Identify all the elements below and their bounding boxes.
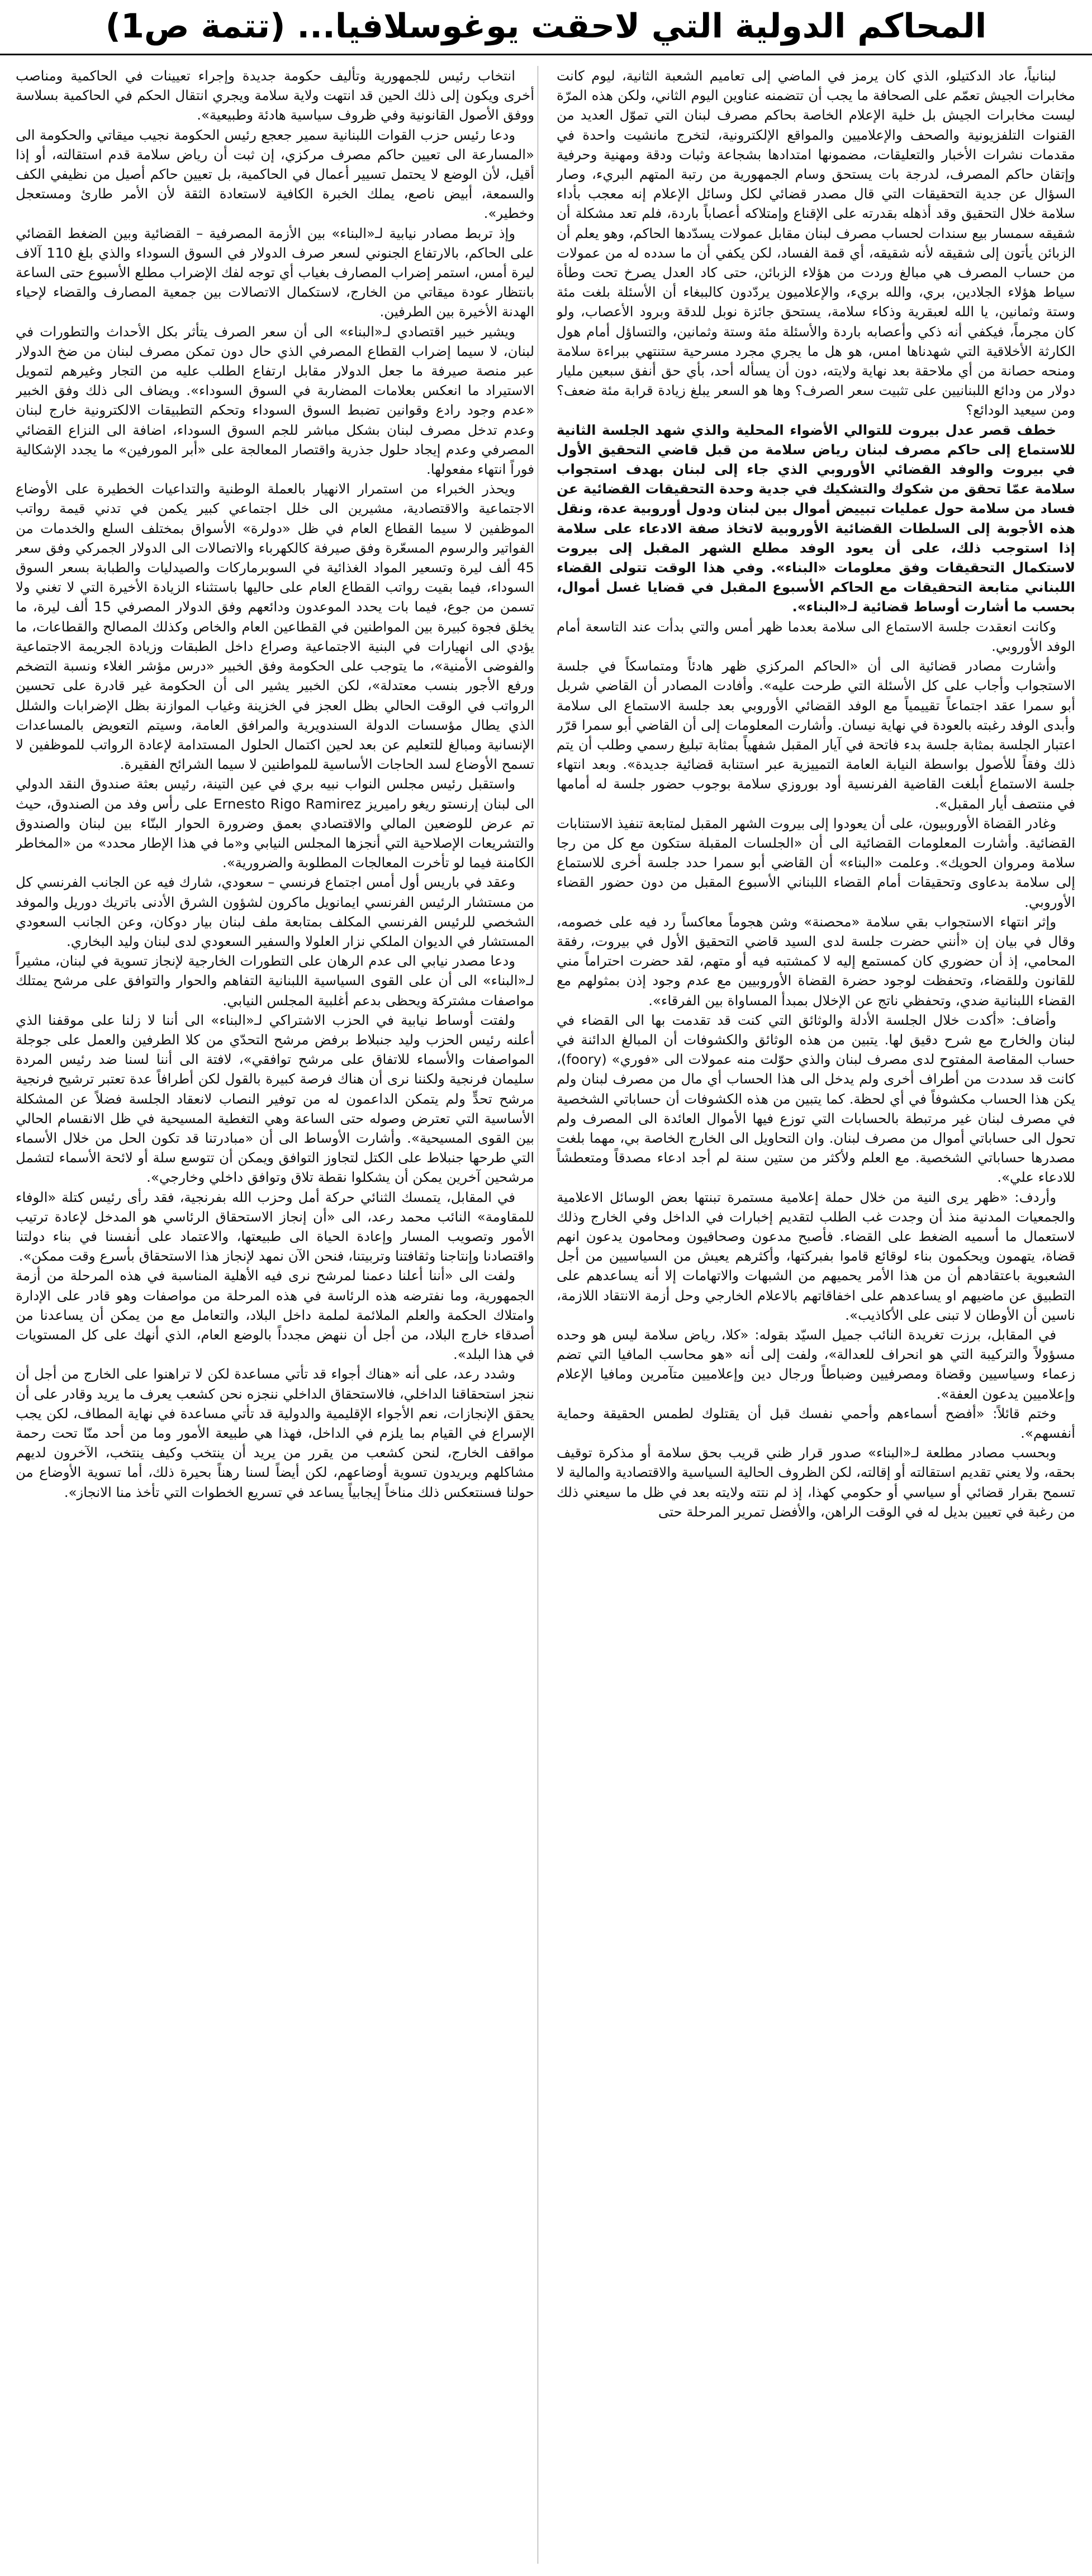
left-paragraph: ويحذر الخبراء من استمرار الانهيار بالعملة الوطنية والتداعيات الخطيرة على الأوضاع الاجتماعية والاقتصادية، مشيرين الى خلل اجتماعي كبير يكمن في تدني قيمة رواتب الموظفين لا سيما القطاع العام في ظل «دولرة» الأسواق بمختلف السلع والخدمات من الفواتير والرسوم المسعّرة وفق صيرفة كالكهرباء والاتصالات الى الدولار الجمركي وفق سعر 45 ألف ليرة وتسعير المواد الغذائية في السوبرماركات والصيدليات والطبابة بسعر السوق السوداء، فيما بقيت رواتب القطاع العام على حاليها باستثناء الزيادة الأخيرة التي لا تغني ولا تسمن من جوع، فيما بات يحدد الموعدون ودائعهم وفق الدولار المصرفي 15 ألف ليرة، ما يخلق فجوة كبيرة بين المواطنين في القطاعين العام والخاص وكذلك المصالح والقطاعات، ما يؤدي الى انهيارات في البنية الاجتماعية وصراع داخل الطبقات وزيادة الجريمة الاجتماعية والفوضى الأمنية»، ما يتوجب على الحكومة وفق الخبير «درس مؤشر الغلاء ونسبة التضخم ورفع الأجور بنسب معتدلة»، لكن الخبير يشير الى أن الحكومة غير قادرة على تحسين الرواتب في الوقت الحالي بظل العجز في الخزينة وغياب الموازنة بظل الإضرابات والشلل الذي يطال مؤسسات الدولة السندويرية والمرافق العامة، وسيتم التعويض بالمساعدات الإنسانية ومبالغ للتعليم عن بعد لحين اكتمال الحلول المستدامة لإعادة الرواتب للموظفين لا تسمح الأوضاع لسد الحاجات الأساسية للمواطنين لا سيما الشرائح الفقيرة. xyxy=(16,481,534,773)
article-column-left xyxy=(16,66,534,2564)
right-paragraph: وأشارت مصادر قضائية الى أن «الحاكم المركزي ظهر هادئاً ومتماسكاً في جلسة الاستجواب وأجاب على كل الأسئلة التي طرحت عليه». وأفادت المصادر أن القاضي شربل أبو سمرا عقد اجتماعاً تقييمياً مع الوفد القضائي الأوروبي بعد جلسة الاستماع الى سلامة وأبدى الوفد رغبته بالعودة في نهاية نيسان. وأشارت المعلومات إلى أن القاضي أبو سمرا قرّر اعتبار الجلسة بمثابة جلسة بدء فاتحة في آيار المقبل شفهياً بمثابة تبليغ رسمي وطلب أن يتم ذلك وفقاً للأصول بواسطة النيابة العامة التمييزية عبر استنابة قضائية جديدة». وبعد انتهاء جلسة الاستماع أبلغت القاضية الفرنسية أود بوروزي سلامة بوجوب حضور جلسة له أمامها في منتصف أيار المقبل». xyxy=(557,658,1075,812)
right-paragraph: وبحسب مصادر مطلعة لـ«البناء» صدور قرار ظني قريب بحق سلامة أو مذكرة توقيف بحقه، ولا يعني تقديم استقالته أو إقالته، لكن الظروف الحالية السياسية والاقتصادية والمالية لا تسمح بقرار قضائي أو سياسي أو حكومي كهذا، إذ لم نتته ولايته بعد في ظل ما سيعني ذلك من رغبة في تعيين بديل له في الوقت الراهن، والأفضل تمرير المرحلة حتى xyxy=(557,1444,1075,1520)
left-paragraph: واستقبل رئيس مجلس النواب نبيه بري في عين التينة، رئيس بعثة صندوق النقد الدولي الى لبنان إرنستو ريغو راميريز Ernesto Rigo Ramirez على رأس وفد من الصندوق، حيث تم عرض للوضعين المالي والاقتصادي بعمق وضرورة الحوار البنّاء بين لبنان والصندوق والتشريعات الإصلاحية التي أنجزها المجلس النيابي و«ما في هذا الإطار محدد» من «المخاطر الكامنة فيما لو تأخرت المعالجات المطلوبة والضرورية». xyxy=(16,776,534,871)
right-paragraph-lead: خطف قصر عدل بيروت للتوالي الأضواء المحلية والذي شهد الجلسة الثانية للاستماع إلى حاكم مصرف لبنان رياض سلامة من قبل قاضي التحقيق الأول في بيروت والوفد القضائي الأوروبي الذي جاء إلى لبنان بهدف استجواب سلامة عمّا تحقق من شكوك والتشكيك في جدية وحدة التحقيقات القضائية عن فساد من سلامة حول عمليات تبييض أموال بين لبنان ودول أوروبية عدة، ونقل هذه الأجوبة إلى السلطات القضائية الأوروبية لاتخاذ صفة الادعاء على سلامة إذا استوجب ذلك، على أن يعود الوفد مطلع الشهر المقبل إلى بيروت لاستكمال التحقيقات وفق معلومات «البناء». وفي هذا الوقت تتولى القضاء اللبناني متابعة التحقيقات مع الحاكم الأسبوع المقبل في قضايا غسل أموال، بحسب ما أشارت أوساط قضائية لـ«البناء». xyxy=(557,421,1075,615)
right-paragraph: لبنانياً، عاد الدكتيلو، الذي كان يرمز في الماضي إلى تعاميم الشعبة الثانية، ليوم كانت مخابرات الجيش تعمّم على الصحافة ما يجب أن تتضمنه عناوين اليوم الثاني، ولكن هذه المرّة ليست مخابرات الجيش بل خلية الإعلام الخاصة بحاكم مصرف لبنان التي تموّل العديد من القنوات التلفزيونية والصحف والإعلاميين والمواقع الإلكترونية، لتخرج مانشيت واحدة في مقدمات نشرات الأخبار والتعليقات، مضمونها امتدادها بشجاعة وثبات ودقة ومهنية وحرفية وإتقان حاكم المصرف، لدرجة بات يستحق وسام الجمهورية من رتبة المتهم البريء، وصار السؤال عن جدية التحقيقات التي قال مصدر قضائي لكل وسائل الإعلام إنه معجب بأداء سلامة خلال التحقيق وقد أذهله بقدرته على الإقناع وإمتلاكه أعصاباً باردة، فلم تعد مشكلة أن شقيقه سمسار بيع سندات لحساب مصرف لبنان مقابل عمولات يسدّدها الحاكم، وهو يعلم أن الزبائن يأتون إلى شقيقه لأنه شقيقه، أي قمة الفساد، لكن يكفي أن ما سدده له من عمولات من حساب المصرف هي مبالغ وردت من هؤلاء الزبائن، حتى كاد العدل يصرخ تحت وطأة سياط هؤلاء الجلادين، بري، والله بريء، والإعلاميون يردّدون كالببغاء أن الأسئلة بلغت مئة وستة وثمانين، يا الله لعبقرية وذكاء سلامة، يستحق جائزة نوبل للدقة وبرود الأعصاب، ولو كان مجرماً، فيكفي أنه ذكي وأعصابه باردة والأسئلة مئة وستة وثمانين، والتساؤل أمام هول الكارثة الأخلاقية التي شهدناها امس، هو هل ما يجري مجرد مسرحية ستنتهي ببراءة سلامة ومنحه حصانة من أي ملاحقة بعد نهاية ولايته، دون أن يسأله أحد، بأي حق أنفق سبعين مليار دولار من ودائع اللبنانيين على تثبيت سعر الصرف؟ وها هو السعر يبلغ زيادة قرابة مئة ضعف؟ ومن سيعيد الودائع؟ xyxy=(557,68,1075,419)
left-paragraph: في المقابل، يتمسك الثنائي حركة أمل وحزب الله بفرنجية، فقد رأى رئيس كتلة «الوفاء للمقاومة» النائب محمد رعد، الى «أن إنجاز الاستحقاق الرئاسي هو المدخل لإعادة ترتيب الأمور وتصويب المسار وإعادة الحياة الى طبيعتها، والاعتماد على أنفسنا في بناء دولتنا واقتصادنا وإنتاجنا وثقافتنا وتربيتنا، فنحن الآن نمهد لإنجاز هذا الاستحقاق بأسرع وقت ممكن». xyxy=(16,1189,534,1265)
left-paragraph: ولفتت أوساط نيابية في الحزب الاشتراكي لـ«البناء» الى أننا لا زلنا على موقفنا الذي أعلنه رئيس الحزب وليد جنبلاط برفض مرشح التحدّي من كلا الطرفين والعمل على جوجلة المواصفات والأسماء للاتفاق على مرشح توافقي»، لافتة الى أننا لسنا ضد رئيس المردة سليمان فرنجية ولكننا نرى أن هناك فرصة كبيرة بالقول لكن أطرافاً عدة تعتبر ترشيح فرنجية مرشح تحدٍّ ولم يتمكن الداعمون له من توفير النصاب لانعقاد الجلسة فضلاً عن المشكلة الأساسية التي تعترض وصوله حتى الساعة وهي التغطية المسيحية في ظل الانقسام الحالي بين القوى المسيحية». وأشارت الأوساط الى أن «مبادرتنا قد تكون الحل من خلال الأسماء التي طرحها جنبلاط على الكتل لتجاوز التوافق ويمكن أن تتوسع سلة أو لائحة الأسماء لتشمل مرشحين آخرين يمكن أن يشكلوا نقطة تلاق وتوافق داخلي وخارجي». xyxy=(16,1011,534,1186)
left-paragraph: ويشير خبير اقتصادي لـ«البناء» الى أن سعر الصرف يتأثر بكل الأحداث والتطورات في لبنان، لا سيما إضراب القطاع المصرفي الذي حال دون تمكن مصرف لبنان من ضخ الدولار عبر منصة صيرفة ما جعل الدولار مقابل ارتفاع الطلب عليه من التجار وغيرهم لتمويل الاستيراد ما انعكس بعلامات المضاربة في السوق السوداء». ويضاف الى ذلك وفق الخبير «عدم وجود رادع وقوانين تضبط السوق السوداء وتحكم التطبيقات الالكترونية خارج لبنان وعدم تدخل مصرف لبنان بشكل مباشر للجم السوق السوداء، اضافة الى النزاع القضائي المصرفي وعدم إيجاد حلول جذرية واقتصار المعالجة على «أبر المورفين» ما يجدد الإشكالية فوراً انتهاء مفعولها. xyxy=(16,323,534,478)
left-paragraph: ودعا مصدر نيابي الى عدم الرهان على التطورات الخارجية لإنجاز تسوية في لبنان، مشيراً لـ«البناء» الى أن على القوى السياسية اللبنانية التفاهم والحوار والتوافق على مرشح يمتلك مواصفات مشتركة ويحظى بدعم أغلبية المجلس النيابي. xyxy=(16,953,534,1009)
left-paragraph: انتخاب رئيس للجمهورية وتأليف حكومة جديدة وإجراء تعيينات في الحاكمية ومناصب أخرى ويكون إلى ذلك الحين قد انتهت ولاية سلامة ويجري انتقال الحكم في الحاكمية بسلاسة ووفق الأصول القانونية وفي ظروف سياسية هادئة وطبيعية». xyxy=(16,68,534,123)
right-paragraph: وأردف: «ظهر يرى النية من خلال حملة إعلامية مستمرة تبنتها بعض الوسائل الاعلامية والجمعيات المدنية منذ أن وجدت غب الطلب لتقديم إخبارات في الداخل وفي الخارج وذلك لاستعمال ما أسميه الضغط على القضاء. فأصبح مدعون وصحافيون ومحامون يدعون انهم قضاة، يتهمون ويحكمون بناء لوقائع قاموا بفبركتها، وأكثرهم يعيش من السياسيين من أجل الشعبوية باعتقادهم أن من هذا الأمر يحميهم من الشبهات والاتهامات إلا أنه يساعدهم على التطبيق عن ماضيهم او يساعدهم على اخفاقاتهم بالاعلام الخارجي وحل أزمة الانتقاد اللازمة، ناسين أن الأوطان لا تبنى على الأكاذيب». xyxy=(557,1189,1075,1323)
right-paragraph: وختم قائلاً: «أفضح أسماءهم وأحمي نفسك قبل أن يقتلوك لطمس الحقيقة وحماية أنفسهم». xyxy=(557,1405,1075,1442)
right-paragraph: وغادر القضاة الأوروبيون، على أن يعودوا إلى بيروت الشهر المقبل لمتابعة تنفيذ الاستنابات القضائية. وأشارت المعلومات القضائية الى أن «الجلسات المقبلة ستكون مع كل من رجا سلامة ومروان الحويك». وعلمت «البناء» أن القاضي أبو سمرا حدد جلسة أخرى للاستماع إلى سلامة بدعاوى وتحقيقات أمام القضاء اللبناني الأسبوع المقبل من دون حضور القضاء الأوروبي. xyxy=(557,815,1075,910)
left-paragraph: وشدد رعد، على أنه «هناك أجواء قد تأتي مساعدة لكن لا تراهنوا على الخارج من أجل أن ننجز استحقاقنا الداخلي، فالاستحقاق الداخلي ننجزه نحن كشعب يعرف ما يريد وقادر على أن يحقق الإنجازات، نعم الأجواء الإقليمية والدولية قد تأتي مساعدة في نهاية المطاف، لكن يجب الإسراع في القيام بما يلزم في الداخل، فهذا هي طبيعة الأمور وما من أحد منّا تحت رحمة مواقف الخارج، لنحن كشعب من يقرر من يريد أن ينتخب وكيف ينتخب، الآخرون لديهم مشاكلهم ويريدون تسوية أوضاعهم، لكن أيضاً لسنا رهناً بحيرة ذلك، أما تسوية الأوضاع من حولنا فسنتعكس ذلك مناخاً إيجابياً يساعد في تسريع الخطوات التي تأخذ منا الانجاز». xyxy=(16,1366,534,1500)
article-headline: المحاكم الدولية التي لاحقت يوغوسلافيا... (تتمة ص1) xyxy=(105,7,987,46)
right-paragraph: وكانت انعقدت جلسة الاستماع الى سلامة بعدما ظهر أمس والتي بدأت عند التاسعة أمام الوفد الأوروبي. xyxy=(557,618,1075,654)
left-paragraph: وإذ تربط مصادر نيابية لـ«البناء» بين الأزمة المصرفية – القضائية وبين الضغط القضائي على الحاكم، بالارتفاع الجنوني لسعر صرف الدولار في السوق السوداء والذي بلغ 110 آلاف ليرة أمس، استمر إضراب المصارف بغياب أي توجه لفك الإضراب مطلع الأسبوع حتى الساعة بانتظار عودة ميقاتي من الخارج، لاستكمال الاتصالات بين جمعية المصارف والقضاء لإحياء الهدنة الأخيرة بين الطرفين. xyxy=(16,225,534,320)
right-paragraph: في المقابل، برزت تغريدة النائب جميل السيّد بقوله: «كلا، رياض سلامة ليس هو وحده مسؤولاً والتركيبة التي هو انحراف للعدالة»، ولفت إلى أنه «هو محاسب المافيا التي تضم زعماء وسياسيين وقضاة ومصرفيين وضباطاً ورجال دين وإعلاميين متآمرين ومافيا الإعلام وإعلاميين يدعون العفة». xyxy=(557,1327,1075,1402)
right-paragraph: وأضاف: «أكدت خلال الجلسة الأدلة والوثائق التي كنت قد تقدمت بها الى القضاء في لبنان والخارج مع شرح دقيق لها. يتبين من هذه الوثائق والكشوفات أن المبالغ الدائنة في حساب المقاصة المفتوح لدى مصرف لبنان والذي حوّلت منه عمولات الى «فوري» (foory)، كانت قد سددت من أطراف أخرى ولم يدخل الى هذا الحساب أي مال من مصرف لبنان ولم يكن هذا الحساب مكشوفاً في أي لحظة. كما يتبين من هذه الكشوفات أن حساباتي الشخصية في مصرف لبنان غير مرتبطة بالحسابات التي توزع فيها الأموال العائدة الى المصرف ولم تحول الى حساباتي أموال من مصرف لبنان. وان التحاويل الى الخارج الخاصة بي، مهما بلغت مصدرها حساباتي الشخصية. مع العلم ولأكثر من ستين سنة لم أجد ادعاء مصدقاً ومتعطشاً للادعاء علي». xyxy=(557,1011,1075,1186)
left-paragraph: ولفت الى «أننا أعلنا دعمنا لمرشح نرى فيه الأهلية المناسبة في هذه المرحلة من أزمة الجمهورية، وما نفترضه هذه الرئاسة في هذه المرحلة من مواصفات وهو قادر على الإدارة وامتلاك الحكمة والعلم الملائمة لملمة داخل البلاد، والتعامل مع من يمكن أن يساعدنا من أصدقاء خارج البلاد، من أجل أن ننهض مجدداً بالوضع العام، الذي أنهك على كل المستويات في هذا البلد». xyxy=(16,1267,534,1363)
left-paragraph: ودعا رئيس حزب القوات اللبنانية سمير جعجع رئيس الحكومة نجيب ميقاتي والحكومة الى «المسارعة الى تعيين حاكم مصرف مركزي، إن ثبت أن رياض سلامة قدم استقالته، أو إذا أقيل، لأن الوضع لا يحتمل تسيير أعمال في الحاكمية، بل تعيين حاكم أصيل من نظيفي الكف والسمعة، أبيض ناصع، يملك الخبرة الكافية لاستعادة الثقة لأن الأمر طارئ ومستعجل وخطير». xyxy=(16,126,534,222)
article-column-right xyxy=(557,66,1075,2564)
headline-rule xyxy=(0,54,1092,55)
right-paragraph: وإثر انتهاء الاستجواب بقي سلامة «محصنة» وشن هجوماً معاكساً رد فيه على خصومه، وقال في بيان إن «أنني حضرت جلسة لدى السيد قاضي التحقيق الأول في بيروت، رفقة المحامي، إذ أن حضوري كان كمستمع إليه لا كمشتبه فيه أو متهم، لقد حضرت احتراماً مني للقانون وللقضاء، وتحفظت لوجود حضرة القضاة الأوروبيين مع عدم وجود إذن بمثولهم مع القضاء اللبنانية ضدي، وتحفظي ناتج عن الإخلال بمبدأ المساواة بين الفرقاء». xyxy=(557,913,1075,1009)
left-paragraph: وعقد في باريس أول أمس اجتماع فرنسي – سعودي، شارك فيه عن الجانب الفرنسي كل من مستشار الرئيس الفرنسي ايمانويل ماكرون لشؤون الشرق الأدنى باتريك دوريل والموفد الشخصي للرئيس الفرنسي المكلف بمتابعة ملف لبنان بيار دوكان، وعن الجانب السعودي المستشار في الديوان الملكي نزار العلولا والسفير السعودي لدى لبنان وليد البخاري. xyxy=(16,874,534,949)
